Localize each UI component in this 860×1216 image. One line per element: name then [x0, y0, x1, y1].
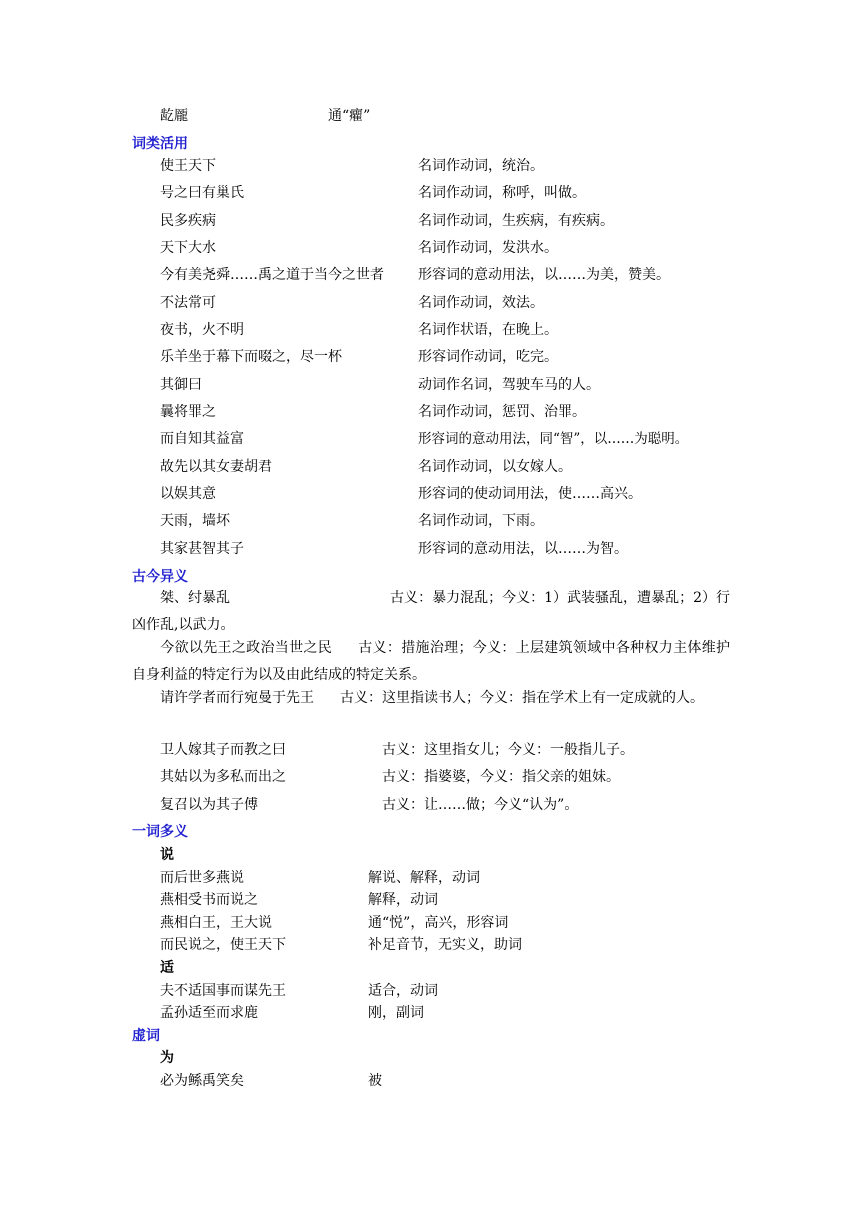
explanation-text: 古义：让……做；今义“认为”。 [382, 797, 579, 813]
example-text: 故先以其女妻胡君 [160, 459, 272, 475]
example-text: 以娱其意 [160, 486, 216, 502]
explanation-text: 被 [368, 1073, 382, 1089]
explanation-text: 古义：这里指读书人；今义：指在学术上有一定成就的人。 [340, 690, 704, 706]
example-text: 其家甚智其子 [160, 541, 244, 557]
explanation-text: 形容词作动词，吃完。 [418, 349, 558, 365]
example-text: 卫人嫁其子而教之曰 [160, 742, 286, 758]
example-text: 必为鲧禹笑矣 [160, 1073, 244, 1089]
example-text: 天雨，墙坏 [160, 513, 230, 529]
example-text: 燕相受书而说之 [160, 892, 258, 908]
example-text: 其御曰 [160, 377, 202, 393]
example-text: 燕相白王，王大说 [160, 915, 272, 931]
example-text: 夫不适国事而谋先王 [160, 983, 286, 999]
explanation-text: 名词作动词，发洪水。 [418, 240, 558, 256]
top-word: 龁龎 [160, 108, 188, 124]
example-text: 今欲以先王之政治当世之民 [160, 640, 332, 656]
explanation-text: 古义：措施治理；今义：上层建筑领域中各种权力主体维护自身利益的特定行为以及由此结成的特定关系。 [132, 640, 730, 683]
word-heading-shuo: 说 [160, 847, 174, 863]
example-text: 复召以为其子傅 [160, 797, 258, 813]
explanation-text: 补足音节，无实义，助词 [368, 937, 522, 953]
example-text: 夜书，火不明 [160, 322, 244, 338]
example-text: 天下大水 [160, 240, 216, 256]
explanation-text: 形容词的意动用法，以……为美，赞美。 [418, 267, 670, 283]
explanation-text: 古义：暴力混乱；今义：1）武装骚乱，遭暴乱；2）行凶作乱,以武力。 [132, 590, 730, 633]
example-text: 孟孙适至而求鹿 [160, 1005, 258, 1021]
explanation-text: 名词作动词，称呼，叫做。 [418, 185, 586, 201]
paragraph-gu-jin-2 [132, 635, 730, 689]
example-text: 曩将罪之 [160, 404, 216, 420]
section-heading-ci-lei-huo-yong: 词类活用 [132, 136, 188, 152]
example-text: 号之曰有巢氏 [160, 185, 244, 201]
example-text: 而自知其益富 [160, 431, 244, 447]
word-heading-shi: 适 [160, 960, 174, 976]
example-text: 桀、纣暴乱 [160, 590, 231, 606]
explanation-text: 形容词的意动用法，以……为智。 [418, 541, 628, 557]
example-text: 使王天下 [160, 158, 216, 174]
example-text: 而民说之，使王天下 [160, 937, 286, 953]
explanation-text: 解说、解释，动词 [368, 870, 480, 886]
explanation-text: 名词作状语，在晚上。 [418, 322, 558, 338]
example-text: 其姑以为多私而出之 [160, 769, 286, 785]
word-heading-wei: 为 [160, 1050, 174, 1066]
explanation-text: 动词作名词，驾驶车马的人。 [418, 377, 600, 393]
paragraph-gu-jin-1 [132, 585, 730, 639]
explanation-text: 适合，动词 [368, 983, 438, 999]
example-text: 民多疾病 [160, 213, 216, 229]
paragraph-gu-jin-3 [132, 685, 730, 712]
explanation-text: 名词作动词，效法。 [418, 295, 544, 311]
example-text: 不法常可 [160, 295, 216, 311]
section-heading-yi-ci-duo-yi: 一词多义 [132, 824, 188, 840]
explanation-text: 古义：指婆婆，今义：指父亲的姐妹。 [382, 769, 620, 785]
example-text: 今有美尧舜……禹之道于当今之世者 [160, 267, 384, 283]
section-heading-xu-ci: 虚词 [132, 1028, 160, 1044]
explanation-text: 名词作动词，统治。 [418, 158, 544, 174]
explanation-text: 名词作动词，生疾病，有疾病。 [418, 213, 614, 229]
explanation-text: 名词作动词，惩罚、治罪。 [418, 404, 586, 420]
explanation-text: 名词作动词，下雨。 [418, 513, 544, 529]
explanation-text: 形容词的使动词用法，使……高兴。 [418, 486, 642, 502]
explanation-text: 形容词的意动用法，同“智”，以……为聪明。 [418, 431, 689, 447]
explanation-text: 古义：这里指女儿；今义：一般指儿子。 [382, 742, 634, 758]
section-heading-gu-jin-yi-yi: 古今异义 [132, 569, 188, 585]
explanation-text: 通“悦”，高兴，形容词 [368, 915, 509, 931]
explanation-text: 解释，动词 [368, 892, 438, 908]
example-text: 乐羊坐于幕下而啜之，尽一杯 [160, 349, 342, 365]
example-text: 而后世多燕说 [160, 870, 244, 886]
explanation-text: 名词作动词，以女嫁人。 [418, 459, 572, 475]
explanation-text: 刚，副词 [368, 1005, 424, 1021]
example-text: 请许学者而行宛曼于先王 [160, 690, 314, 706]
top-note: 通“癯” [328, 108, 371, 124]
